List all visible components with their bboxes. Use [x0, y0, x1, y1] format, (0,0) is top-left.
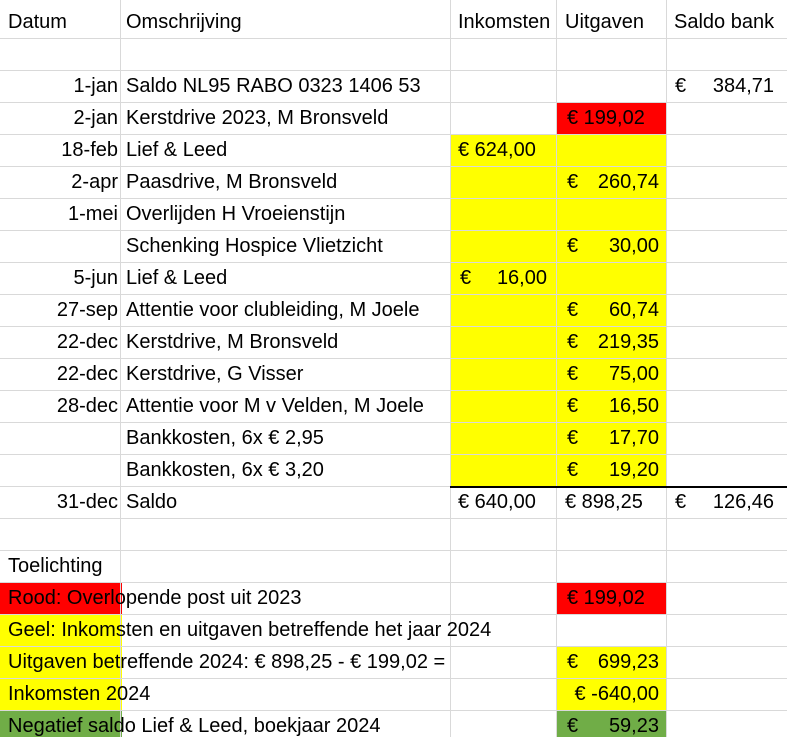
row-inkomsten: 16,00	[496, 267, 547, 289]
notes-negatief-label: Negatief saldo Lief & Leed, boekjaar 2024	[8, 715, 381, 737]
row-datum: 27-sep	[56, 299, 118, 321]
total-uitgaven: € 898,25	[565, 491, 643, 513]
header-uitgaven: Uitgaven	[565, 11, 644, 33]
row-datum: 5-jun	[73, 267, 118, 289]
header-saldo-bank: Saldo bank	[674, 11, 775, 33]
row-uitgaven: 19,20	[608, 459, 659, 481]
row-omschrijving: Attentie voor M v Velden, M Joele	[126, 395, 424, 417]
gridline-h	[0, 38, 787, 39]
notes-title: Toelichting	[8, 555, 103, 577]
row-uitgaven: 60,74	[608, 299, 659, 321]
row-uitgaven-euro: €	[567, 299, 579, 321]
row-omschrijving: Kerstdrive, G Visser	[126, 363, 304, 385]
row-datum: 2-apr	[71, 171, 118, 193]
row-omschrijving: Kerstdrive 2023, M Bronsveld	[126, 107, 389, 129]
notes-inkomsten-value: € -640,00	[574, 683, 659, 705]
total-saldo-euro: €	[675, 491, 687, 513]
row-datum: 2-jan	[73, 107, 118, 129]
gridline-h	[0, 550, 787, 551]
row-omschrijving: Schenking Hospice Vlietzicht	[126, 235, 383, 257]
gridline-h	[0, 358, 787, 359]
notes-rood-value: € 199,02	[567, 587, 645, 609]
row-inkomsten-euro: €	[460, 267, 472, 289]
total-omschrijving: Saldo	[126, 491, 178, 513]
row-uitgaven-euro: €	[567, 171, 579, 193]
row-omschrijving: Bankkosten, 6x € 2,95	[126, 427, 324, 449]
row-omschrijving: Paasdrive, M Bronsveld	[126, 171, 338, 193]
row-uitgaven: 16,50	[608, 395, 659, 417]
gridline-h	[0, 198, 787, 199]
notes-uitgaven-euro: €	[567, 651, 579, 673]
row-omschrijving: Lief & Leed	[126, 139, 228, 161]
gridline-h	[0, 518, 787, 519]
row-uitgaven: 219,35	[597, 331, 659, 353]
gridline-v	[556, 0, 557, 737]
row-datum: 1-jan	[73, 75, 118, 97]
row-omschrijving: Saldo NL95 RABO 0323 1406 53	[126, 75, 421, 97]
header-datum: Datum	[8, 11, 67, 33]
row-uitgaven: 75,00	[608, 363, 659, 385]
notes-uitgaven-value: 699,23	[597, 651, 659, 673]
row-datum: 18-feb	[61, 139, 118, 161]
gridline-h	[0, 166, 787, 167]
notes-geel: Geel: Inkomsten en uitgaven betreffende het jaar 2024	[8, 619, 492, 641]
gridline-h	[0, 326, 787, 327]
gridline-h	[0, 262, 787, 263]
yellow-fill-inkomsten	[450, 135, 556, 486]
row-uitgaven-euro: €	[567, 331, 579, 353]
row-uitgaven-euro: €	[567, 363, 579, 385]
total-inkomsten: € 640,00	[458, 491, 536, 513]
total-datum: 31-dec	[56, 491, 118, 513]
notes-inkomsten-label: Inkomsten 2024	[8, 683, 151, 705]
row-uitgaven-euro: €	[567, 235, 579, 257]
notes-uitgaven-label: Uitgaven betreffende 2024: € 898,25 - € 199,02 =	[8, 651, 446, 673]
row-omschrijving: Kerstdrive, M Bronsveld	[126, 331, 339, 353]
row-uitgaven: 30,00	[608, 235, 659, 257]
row-datum: 28-dec	[56, 395, 118, 417]
row-uitgaven: 260,74	[597, 171, 659, 193]
notes-negatief-value: 59,23	[608, 715, 659, 737]
gridline-v	[666, 0, 667, 737]
row-omschrijving: Overlijden H Vroeienstijn	[126, 203, 346, 225]
row-uitgaven-euro: €	[567, 459, 579, 481]
notes-rood: Rood: Overlopende post uit 2023	[8, 587, 302, 609]
header-inkomsten: Inkomsten	[458, 11, 551, 33]
row-uitgaven: 17,70	[608, 427, 659, 449]
gridline-h	[0, 454, 787, 455]
row-saldo-euro: €	[675, 75, 687, 97]
gridline-h	[0, 230, 787, 231]
gridline-h	[0, 102, 787, 103]
row-omschrijving: Attentie voor clubleiding, M Joele	[126, 299, 420, 321]
row-uitgaven-euro: €	[567, 427, 579, 449]
notes-negatief-euro: €	[567, 715, 579, 737]
row-datum: 22-dec	[56, 331, 118, 353]
row-uitgaven-euro: €	[567, 395, 579, 417]
header-omschrijving: Omschrijving	[126, 11, 242, 33]
row-saldo: 384,71	[712, 75, 774, 97]
row-inkomsten: € 624,00	[458, 139, 536, 161]
row-datum: 22-dec	[56, 363, 118, 385]
row-uitgaven: € 199,02	[567, 107, 645, 129]
row-omschrijving: Bankkosten, 6x € 3,20	[126, 459, 324, 481]
row-datum: 1-mei	[67, 203, 118, 225]
gridline-h	[0, 422, 787, 423]
gridline-h	[0, 134, 787, 135]
total-saldo-value: 126,46	[712, 491, 774, 513]
row-omschrijving: Lief & Leed	[126, 267, 228, 289]
